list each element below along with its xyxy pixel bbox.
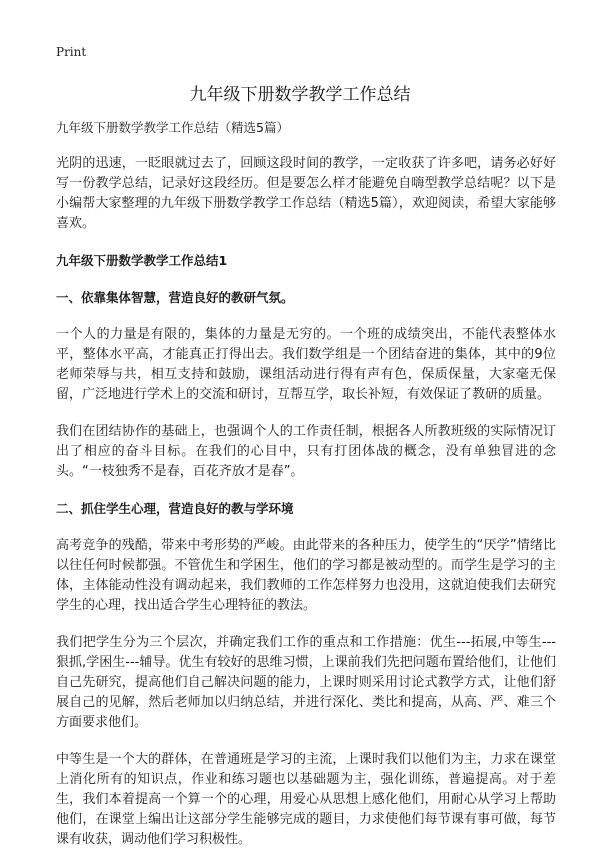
intro-paragraph: 光阴的迅速，一眨眼就过去了，回顾这段时间的教学，一定收获了许多吧，请务必好好写一份教学总结，记录好这段经历。但是要怎么样才能避免自嗨型教学总结呢？以下是小编帮大家整理的九年级下册数学教学工作总结（精选5篇），欢迎阅读，希望大家能够喜欢。 <box>56 156 556 231</box>
print-link[interactable]: Print <box>56 45 87 59</box>
paragraph: 我们把学生分为三个层次，并确定我们工作的重点和工作措施：优生---拓展,中等生---狠抓,学困生---辅导。优生有较好的思维习惯，上课前我们先把问题布置给他们，让他们自己先研究，提高他们自己解决问题的能力，上课时则采用讨论式教学方式，让他们舒展自己的见解，然后老师加以归纳总结，并进行深化、类比和提高，从高、严、难三个方面要求他们。 <box>56 635 556 730</box>
paragraph: 一个人的力量是有限的，集体的力量是无穷的。一个班的成绩突出，不能代表整体水平，整体水平高，才能真正打得出去。我们数学组是一个团结奋进的集体，其中的9位老师荣辱与共，相互支持和鼓励，课组活动进行得有声有色，保质保量，大家毫无保留，广泛地进行学术上的交流和研讨，互帮互学，取长补短，有效保证了教研的质量。 <box>56 327 556 402</box>
article-body <box>56 118 556 867</box>
point-heading-2: 二、抓住学生心理，营造良好的教与学环境 <box>56 501 294 516</box>
page-title: 九年级下册数学教学工作总结 <box>189 85 411 105</box>
article-subtitle: 九年级下册数学教学工作总结（精选5篇） <box>56 120 289 135</box>
section-heading: 九年级下册数学教学工作总结1 <box>56 253 228 268</box>
paragraph: 我们在团结协作的基础上，也强调个人的工作责任制，根据各人所教班级的实际情况订出了相应的奋斗目标。在我们的心目中，只有打团体战的概念，没有单独冒进的念头。“一枝独秀不是春，百花齐放才是春”。 <box>56 424 556 479</box>
point-heading-1: 一、依靠集体智慧，营造良好的教研气氛。 <box>56 290 294 305</box>
paragraph: 中等生是一个大的群体，在普通班是学习的主流，上课时我们以他们为主，力求在课堂上消化所有的知识点，作业和练习题也以基础题为主，强化训练，普遍提高。对于差生，我们本着提高一个算一个的心理，用爱心从思想上感化他们，用耐心从学习上帮助他们，在课堂上编出让这部分学生能够完成的题目，力求使他们每节课有事可做，每节课有收获，调动他们学习积极性。 <box>56 752 556 847</box>
paragraph: 高考竞争的残酷，带来中考形势的严峻。由此带来的各种压力，使学生的“厌学”情绪比以往任何时候都强。不管优生和学困生，他们的学习都是被动型的。而学生是学习的主体，主体能动性没有调动起来，我们教师的工作怎样努力也没用，这就迫使我们去研究学生的心理，找出适合学生心理特征的教法。 <box>56 538 556 613</box>
